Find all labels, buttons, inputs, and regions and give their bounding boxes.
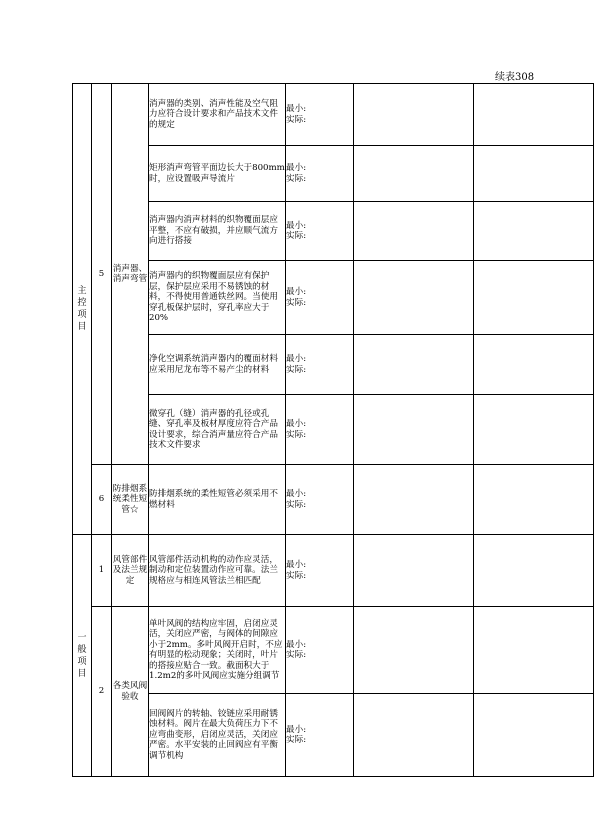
- check-cell: 最小: 实际:: [286, 335, 354, 395]
- check-cell: 最小: 实际:: [286, 261, 354, 335]
- requirement-text: 回阀阀片的转轴、铰链应采用耐锈蚀材料。阀片在最大负荷压力下不应弯曲变形，启闭应灵活，关闭应严密。水平安装的止回阀应有平衡调节机构: [149, 694, 286, 777]
- result-cell[interactable]: [354, 607, 474, 694]
- requirement-text: 矩形消声弯管平面边长大于800mm时，应设置吸声导流片: [149, 146, 286, 202]
- table-row: [73, 535, 594, 607]
- result-cell[interactable]: [474, 607, 594, 694]
- item-number: 1: [92, 535, 112, 607]
- requirement-text: 消声器的类别、消声性能及空气阻力应符合设计要求和产品技术文件的规定: [149, 84, 286, 146]
- requirement-text: 消声器内消声材料的织物覆面层应平整，不应有破损，并应顺气流方向进行搭接: [149, 202, 286, 261]
- table-row: [73, 84, 594, 146]
- result-cell[interactable]: [474, 465, 594, 535]
- requirement-text: 微穿孔（缝）消声器的孔径或孔缝、穿孔率及板材厚度应符合产品设计要求，综合消声量应符合产品技术文件要求: [149, 395, 286, 465]
- category-main-control: 主控项目: [73, 84, 92, 535]
- table-row: [73, 335, 594, 395]
- result-cell[interactable]: [354, 335, 474, 395]
- item-name: 风管部件及法兰规定: [112, 535, 149, 607]
- result-cell[interactable]: [354, 465, 474, 535]
- result-cell[interactable]: [354, 261, 474, 335]
- table-row: [73, 694, 594, 777]
- result-cell[interactable]: [354, 535, 474, 607]
- result-cell[interactable]: [474, 335, 594, 395]
- inspection-table: [72, 83, 594, 777]
- item-number: 6: [92, 465, 112, 535]
- result-cell[interactable]: [354, 84, 474, 146]
- check-cell: 最小: 实际:: [286, 202, 354, 261]
- item-name: 消声器、消声弯管: [112, 84, 149, 465]
- result-cell[interactable]: [474, 146, 594, 202]
- category-general: 一般项目: [73, 535, 92, 777]
- requirement-text: 单叶风阀的结构应牢固，启闭应灵活，关闭应严密，与阀体的间隙应小于2mm。多叶风阀开启时，不应有明显的松动现象；关闭时，叶片的搭接应贴合一致。截面积大于1.2m2的多叶风阀应实施分组调节: [149, 607, 286, 694]
- requirement-text: 消声器内的织物覆面层应有保护层，保护层应采用不易锈蚀的材料，不得使用普通铁丝网。当使用穿孔板保护层时，穿孔率应大于20%: [149, 261, 286, 335]
- requirement-text: 防排烟系统的柔性短管必须采用不燃材料: [149, 465, 286, 535]
- item-number: 5: [92, 84, 112, 465]
- result-cell[interactable]: [474, 261, 594, 335]
- table-row: [73, 261, 594, 335]
- item-name: 防排烟系统柔性短管☆: [112, 465, 149, 535]
- table-row: [73, 146, 594, 202]
- check-cell: 最小: 实际:: [286, 535, 354, 607]
- continued-table-label: 续表308: [495, 72, 535, 83]
- result-cell[interactable]: [474, 694, 594, 777]
- check-cell: 最小: 实际:: [286, 395, 354, 465]
- table-row: [73, 202, 594, 261]
- requirement-text: 风管部件活动机构的动作应灵活，制动和定位装置动作应可靠。法兰规格应与相连风管法兰相匹配: [149, 535, 286, 607]
- result-cell[interactable]: [474, 395, 594, 465]
- check-cell: 最小: 实际:: [286, 84, 354, 146]
- result-cell[interactable]: [474, 202, 594, 261]
- item-name: 各类风阀验收: [112, 607, 149, 777]
- result-cell[interactable]: [354, 395, 474, 465]
- result-cell[interactable]: [354, 694, 474, 777]
- check-cell: 最小: 实际:: [286, 694, 354, 777]
- item-number: 2: [92, 607, 112, 777]
- check-cell: 最小: 实际:: [286, 146, 354, 202]
- result-cell[interactable]: [474, 535, 594, 607]
- requirement-text: 净化空调系统消声器内的覆面材料应采用尼龙布等不易产尘的材料: [149, 335, 286, 395]
- check-cell: 最小: 实际:: [286, 465, 354, 535]
- result-cell[interactable]: [474, 84, 594, 146]
- check-cell: 最小: 实际:: [286, 607, 354, 694]
- table-row: [73, 395, 594, 465]
- table-row: [73, 607, 594, 694]
- result-cell[interactable]: [354, 146, 474, 202]
- result-cell[interactable]: [354, 202, 474, 261]
- table-row: [73, 465, 594, 535]
